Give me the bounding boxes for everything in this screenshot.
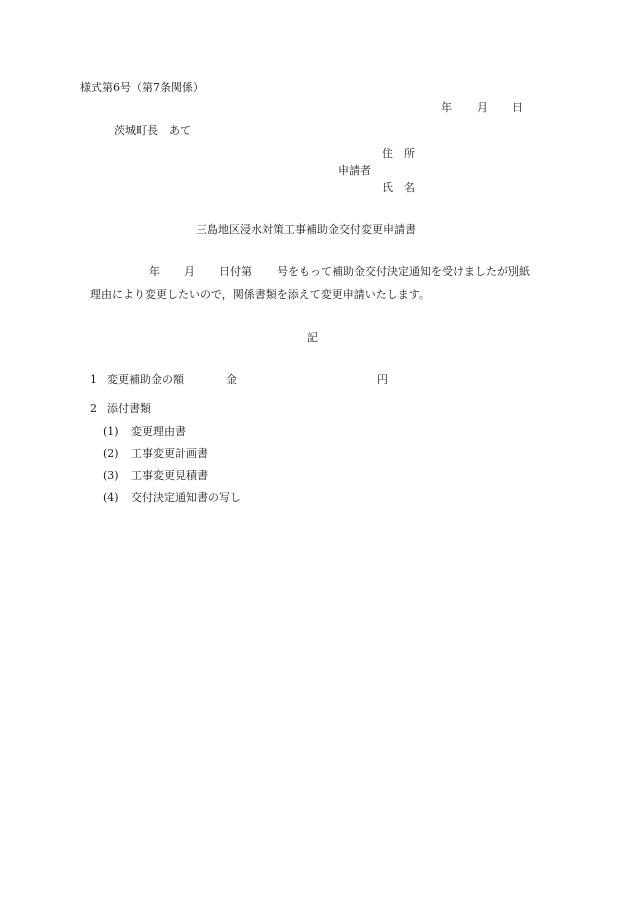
- sub-item-number: (2): [103, 447, 119, 460]
- body-day-no: 日付第: [219, 265, 252, 278]
- item1-kin: 金: [226, 373, 237, 386]
- body-month: 月: [184, 265, 195, 278]
- addressee: 茨城町長 あて: [114, 124, 191, 137]
- sub-item-text: 交付決定通知書の写し: [131, 491, 241, 504]
- ki-heading: 記: [307, 331, 318, 344]
- date-day: 日: [512, 101, 523, 114]
- sub-item-text: 工事変更計画書: [131, 447, 208, 460]
- form-number: 様式第6号（第7条関係）: [80, 81, 204, 94]
- sub-item-number: (3): [103, 469, 119, 482]
- address-label: 住 所: [382, 147, 415, 160]
- body-year: 年: [149, 265, 160, 278]
- item2-number: 2: [90, 402, 97, 415]
- date-year: 年: [441, 101, 452, 114]
- document-title: 三島地区浸水対策工事補助金交付変更申請書: [196, 223, 416, 236]
- sub-item-number: (4): [103, 491, 119, 504]
- sub-item-number: (1): [103, 425, 119, 438]
- item2-label: 添付書類: [107, 402, 151, 415]
- item1-number: 1: [90, 373, 97, 386]
- date-month: 月: [477, 101, 488, 114]
- body-line1-rest: 号をもって補助金交付決定通知を受けましたが別紙: [277, 265, 530, 278]
- sub-item-text: 工事変更見積書: [131, 469, 208, 482]
- name-label: 氏 名: [382, 181, 415, 194]
- item1-yen: 円: [377, 373, 388, 386]
- sub-item-text: 変更理由書: [131, 425, 186, 438]
- item1-label: 変更補助金の額: [107, 373, 184, 386]
- body-line2: 理由により変更したいので，関係書類を添えて変更申請いたします。: [90, 288, 430, 301]
- applicant-label: 申請者: [338, 164, 371, 177]
